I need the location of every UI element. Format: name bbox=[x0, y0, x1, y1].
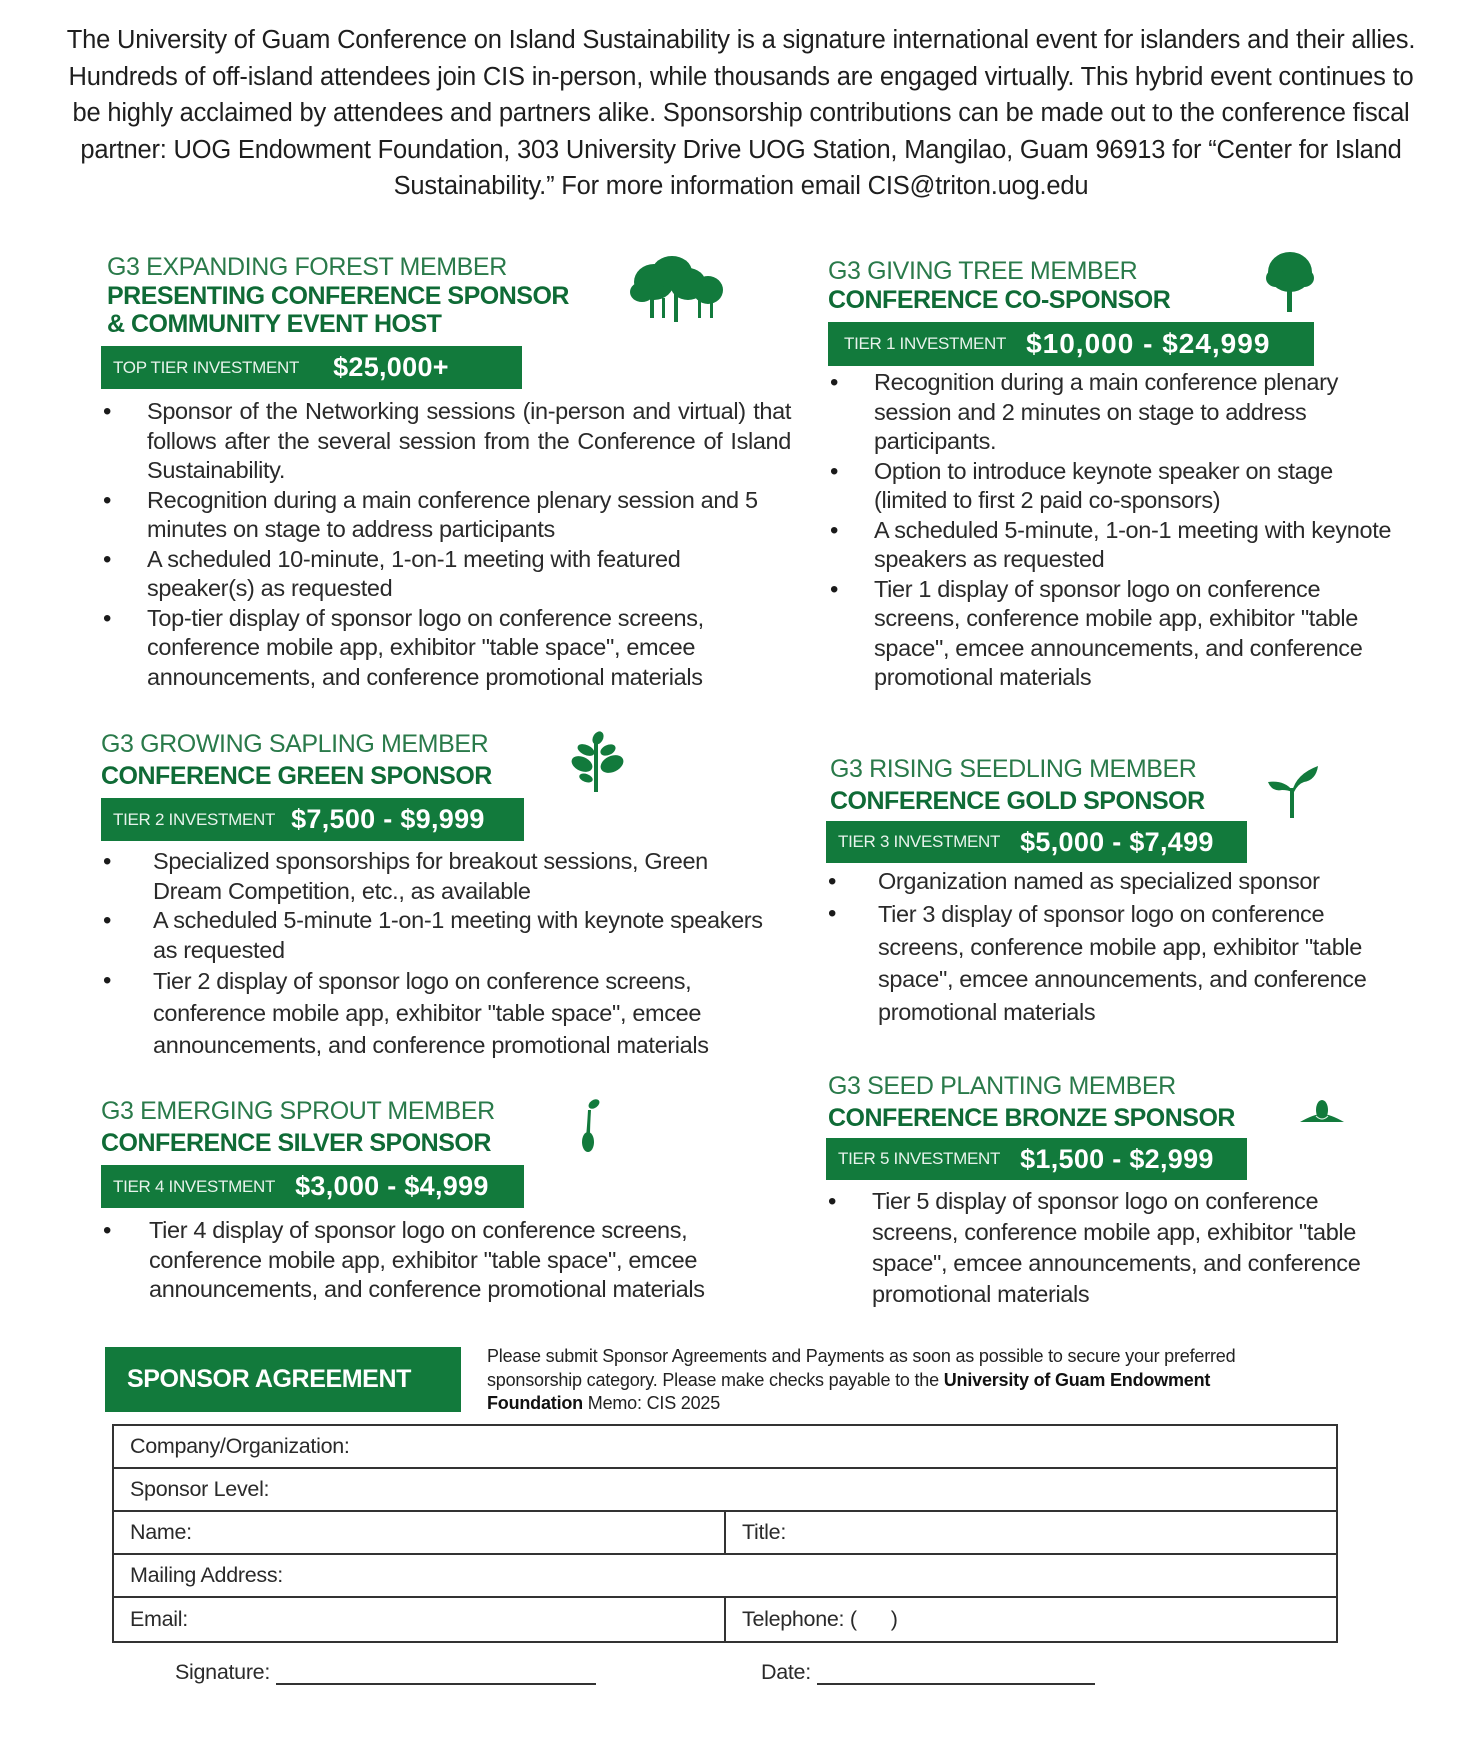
name-field[interactable]: Name: bbox=[114, 1512, 726, 1553]
forest-icon bbox=[628, 254, 724, 324]
investment-banner bbox=[101, 1165, 524, 1208]
seedling-icon bbox=[1262, 760, 1324, 818]
telephone-field[interactable]: Telephone: ( ) bbox=[742, 1607, 898, 1631]
intro-paragraph: The University of Guam Conference on Island Sustainability is a signature international event for islanders and their allies. Hundreds of off-island attendees join CIS in-person, while thousands are engaged virtually. This hybrid event continues to be highly acclaimed by attendees and partners alike. Sponsorship contributions can be made out to the conference fiscal partner: UOG Endowment Foundation, 303 University Drive UOG Station, Mangilao, Guam 96913 for “Center for Island Sustainability.” For more information email CIS@triton.uog.edu bbox=[66, 26, 1416, 200]
title-field[interactable]: Title: bbox=[742, 1520, 786, 1544]
benefit-item: • Sponsor of the Networking sessions (in-person and virtual) that follows after the several session from the Conference of Island Sustainability. bbox=[101, 397, 791, 486]
tier-growing-sapling bbox=[101, 730, 791, 1061]
banner-amount: $1,500 - $2,999 bbox=[1020, 1143, 1214, 1174]
benefits-list bbox=[826, 1186, 1386, 1310]
benefit-item: • A scheduled 5-minute 1-on-1 meeting with keynote speakers as requested bbox=[101, 906, 781, 965]
tier-giving-tree bbox=[828, 257, 1398, 693]
benefits-list bbox=[101, 1216, 781, 1305]
tier-member-name: G3 SEED PLANTING MEMBER bbox=[828, 1072, 1176, 1100]
benefit-item: • Top-tier display of sponsor logo on conference screens, conference mobile app, exhibitor "table space", emcee announcements, and conference promotional materials bbox=[101, 604, 791, 693]
investment-banner bbox=[826, 1138, 1247, 1180]
investment-banner bbox=[101, 346, 522, 389]
benefit-item: • Tier 4 display of sponsor logo on conference screens, conference mobile app, exhibitor "table space", emcee announcements, and conference promotional materials bbox=[101, 1216, 781, 1305]
benefit-item: • Option to introduce keynote speaker on stage (limited to first 2 paid co-sponsors) bbox=[828, 457, 1398, 516]
form-row-name-title bbox=[114, 1512, 1336, 1555]
tier-role: CONFERENCE GOLD SPONSOR bbox=[830, 787, 1205, 815]
form-row-sponsor-level bbox=[114, 1469, 1336, 1512]
date-label: Date: bbox=[761, 1660, 811, 1684]
tier-role: CONFERENCE GREEN SPONSOR bbox=[101, 762, 492, 790]
sponsor-form bbox=[112, 1424, 1338, 1643]
tier-role: CONFERENCE SILVER SPONSOR bbox=[101, 1129, 491, 1157]
benefits-list bbox=[828, 368, 1398, 693]
banner-label: TIER 5 INVESTMENT bbox=[838, 1149, 1001, 1168]
banner-amount: $7,500 - $9,999 bbox=[291, 804, 485, 834]
benefit-item: • Recognition during a main conference plenary session and 2 minutes on stage to address participants. bbox=[828, 368, 1398, 457]
banner-amount: $25,000+ bbox=[333, 352, 449, 382]
investment-banner bbox=[101, 798, 524, 841]
banner-label: TOP TIER INVESTMENT bbox=[113, 357, 300, 377]
signature-label: Signature: bbox=[175, 1660, 271, 1684]
benefit-item: • A scheduled 5-minute, 1-on-1 meeting with keynote speakers as requested bbox=[828, 516, 1398, 575]
benefit-item: • Organization named as specialized sponsor bbox=[826, 865, 1396, 898]
date-line[interactable] bbox=[817, 1663, 1095, 1685]
form-row-email-telephone bbox=[114, 1598, 1336, 1641]
agreement-payee: University of Guam Endowment Foundation bbox=[487, 1369, 1211, 1413]
tier-member-name: G3 EMERGING SPROUT MEMBER bbox=[101, 1097, 495, 1125]
benefits-list bbox=[101, 847, 781, 1061]
benefit-item: • Tier 2 display of sponsor logo on conference screens, conference mobile app, exhibitor "table space", emcee announcements, and conference promotional materials bbox=[101, 965, 781, 1061]
tier-member-name: G3 EXPANDING FOREST MEMBER bbox=[107, 253, 507, 281]
investment-banner bbox=[826, 821, 1247, 863]
tier-emerging-sprout bbox=[101, 1097, 791, 1305]
sapling-icon bbox=[570, 730, 626, 792]
tier-member-name: G3 GIVING TREE MEMBER bbox=[828, 257, 1138, 285]
tier-role: PRESENTING CONFERENCE SPONSOR bbox=[107, 282, 569, 310]
banner-amount: $3,000 - $4,999 bbox=[295, 1171, 489, 1201]
benefit-item: • Tier 3 display of sponsor logo on conference screens, conference mobile app, exhibitor "table space", emcee announcements, and conference promotional materials bbox=[826, 898, 1396, 1028]
mailing-address-field[interactable]: Mailing Address: bbox=[130, 1563, 283, 1587]
banner-label: TIER 4 INVESTMENT bbox=[113, 1176, 276, 1196]
banner-label: TIER 1 INVESTMENT bbox=[844, 334, 1007, 353]
agreement-instructions bbox=[487, 1345, 1307, 1416]
tier-role: CONFERENCE BRONZE SPONSOR bbox=[828, 1104, 1235, 1132]
sprout-icon bbox=[578, 1098, 602, 1154]
tier-member-name: G3 GROWING SAPLING MEMBER bbox=[101, 730, 489, 758]
banner-amount: $10,000 - $24,999 bbox=[1026, 328, 1271, 359]
tier-role-line2: & COMMUNITY EVENT HOST bbox=[107, 310, 442, 338]
agreement-memo: Memo: CIS 2025 bbox=[582, 1393, 721, 1413]
benefit-item: • Specialized sponsorships for breakout sessions, Green Dream Competition, etc., as available bbox=[101, 847, 781, 906]
sponsor-level-field[interactable]: Sponsor Level: bbox=[130, 1477, 270, 1501]
tier-member-name: G3 RISING SEEDLING MEMBER bbox=[830, 755, 1197, 783]
company-field[interactable]: Company/Organization: bbox=[130, 1434, 350, 1458]
signature-line[interactable] bbox=[276, 1663, 596, 1685]
benefit-item: • Recognition during a main conference plenary session and 5 minutes on stage to address participants bbox=[101, 486, 791, 545]
benefits-list bbox=[101, 397, 791, 692]
tier-role: CONFERENCE CO-SPONSOR bbox=[828, 286, 1171, 314]
benefit-item: • Tier 5 display of sponsor logo on conference screens, conference mobile app, exhibitor "table space", emcee announcements, and conference promotional materials bbox=[826, 1186, 1386, 1310]
form-row-company bbox=[114, 1426, 1336, 1469]
signature-row bbox=[175, 1660, 596, 1685]
banner-label: TIER 3 INVESTMENT bbox=[838, 832, 1001, 851]
benefits-list bbox=[826, 865, 1396, 1028]
date-row bbox=[761, 1660, 1095, 1685]
banner-label: TIER 2 INVESTMENT bbox=[113, 809, 276, 829]
benefit-item: • Tier 1 display of sponsor logo on conference screens, conference mobile app, exhibitor "table space", emcee announcements, and conference promotional materials bbox=[828, 575, 1398, 693]
agreement-note-text: Please submit Sponsor Agreements and Payments as soon as possible to secure your preferred sponsorship category. Please make checks payable to the bbox=[487, 1346, 1236, 1390]
banner-amount: $5,000 - $7,499 bbox=[1020, 826, 1214, 857]
email-field[interactable]: Email: bbox=[114, 1598, 726, 1641]
seed-icon bbox=[1300, 1098, 1344, 1124]
tree-icon bbox=[1264, 250, 1316, 312]
sponsor-agreement-heading: SPONSOR AGREEMENT bbox=[105, 1347, 461, 1412]
benefit-item: • A scheduled 10-minute, 1-on-1 meeting with featured speaker(s) as requested bbox=[101, 545, 791, 604]
form-row-mailing-address bbox=[114, 1555, 1336, 1598]
investment-banner bbox=[828, 322, 1314, 366]
